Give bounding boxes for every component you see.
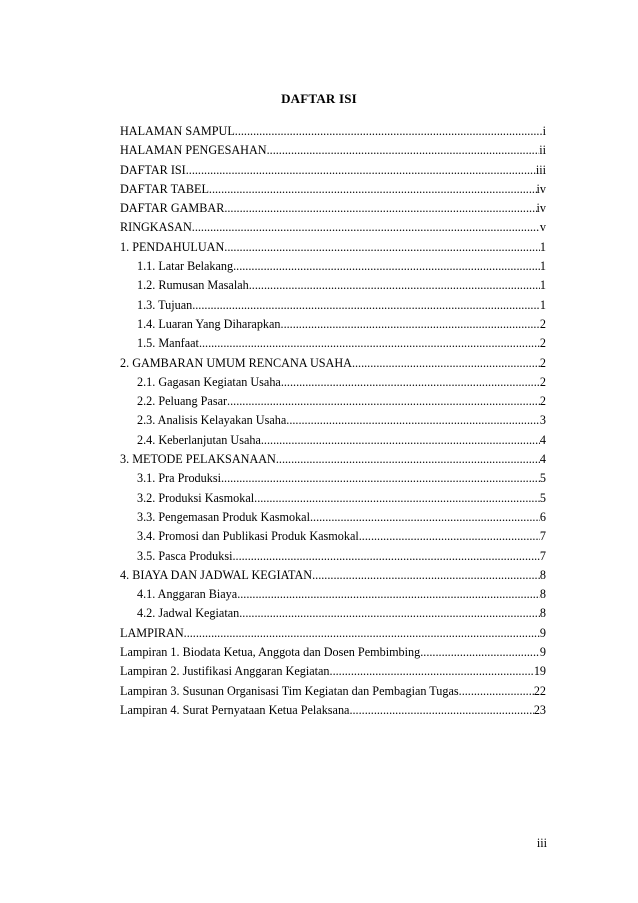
toc-entry-label: Lampiran 3. Susunan Organisasi Tim Kegiatan dan Pembagian Tugas	[120, 683, 459, 698]
toc-entry-label: 2.3. Analisis Kelayakan Usaha	[137, 413, 287, 428]
toc-entry-page: 2	[539, 355, 546, 370]
toc-entry-page: 19	[533, 664, 546, 679]
toc-dot-leader	[349, 701, 533, 720]
toc-dot-leader	[281, 373, 540, 392]
toc-entry	[120, 701, 546, 720]
toc-entry	[120, 450, 546, 469]
toc-entry-label: LAMPIRAN	[120, 625, 184, 640]
toc-entry	[120, 218, 546, 237]
toc-dot-leader	[186, 161, 536, 180]
toc-entry-page: 2	[539, 374, 546, 389]
toc-entry-page: 1	[539, 239, 546, 254]
toc-entry-label: HALAMAN PENGESAHAN	[120, 143, 267, 158]
toc-entry-page: iv	[536, 181, 546, 196]
toc-dot-leader	[420, 643, 540, 662]
toc-entry-label: 1.5. Manfaat	[137, 336, 199, 351]
toc-entry-page: 8	[539, 587, 546, 602]
toc-entry-label: 4.2. Jadwal Kegiatan	[137, 606, 240, 621]
toc-dot-leader	[267, 141, 540, 160]
toc-dot-leader	[312, 566, 540, 585]
toc-entry-label: 2. GAMBARAN UMUM RENCANA USAHA	[120, 355, 352, 370]
toc-entry-page: 4	[539, 432, 546, 447]
toc-dot-leader	[192, 218, 540, 237]
toc-entry-label: 3.1. Pra Produksi	[137, 471, 221, 486]
table-of-contents	[120, 122, 546, 720]
toc-entry	[120, 547, 546, 566]
toc-entry	[120, 373, 546, 392]
toc-entry-label: 4.1. Anggaran Biaya	[137, 587, 238, 602]
toc-entry-page: iv	[536, 201, 546, 216]
toc-entry-page: iii	[535, 162, 546, 177]
toc-entry	[120, 257, 546, 276]
toc-entry-label: 3. METODE PELAKSANAAN	[120, 452, 276, 467]
toc-entry	[120, 566, 546, 585]
toc-dot-leader	[235, 122, 543, 141]
toc-entry-page: 1	[539, 278, 546, 293]
toc-entry-page: 6	[539, 509, 546, 524]
toc-entry-page: 9	[539, 625, 546, 640]
toc-dot-leader	[232, 547, 539, 566]
toc-dot-leader	[459, 682, 534, 701]
toc-entry	[120, 431, 546, 450]
toc-dot-leader	[184, 624, 540, 643]
toc-entry	[120, 315, 546, 334]
toc-dot-leader	[237, 585, 540, 604]
toc-entry-label: HALAMAN SAMPUL	[120, 124, 235, 138]
toc-entry	[120, 662, 546, 681]
toc-entry-page: 1	[539, 259, 546, 274]
toc-entry-page: 5	[539, 471, 546, 486]
toc-dot-leader	[199, 334, 540, 353]
toc-dot-leader	[233, 257, 540, 276]
toc-entry-label: 2.1. Gagasan Kegiatan Usaha	[137, 374, 281, 389]
toc-entry-page: 2	[539, 394, 546, 409]
toc-dot-leader	[286, 411, 540, 430]
toc-entry-label: DAFTAR ISI	[120, 162, 186, 177]
toc-entry	[120, 296, 546, 315]
toc-entry-page: 8	[539, 567, 546, 582]
toc-entry	[120, 199, 546, 218]
toc-entry-label: 4. BIAYA DAN JADWAL KEGIATAN	[120, 567, 313, 582]
toc-entry-label: 1.1. Latar Belakang	[137, 259, 234, 274]
toc-entry	[120, 180, 546, 199]
toc-entry-label: 1.4. Luaran Yang Diharapkan	[137, 316, 281, 331]
toc-entry	[120, 161, 546, 180]
toc-entry-page: v	[539, 220, 546, 235]
toc-entry	[120, 508, 546, 527]
toc-entry-page: 2	[539, 316, 546, 331]
toc-entry-label: 3.4. Promosi dan Publikasi Produk Kasmokal	[137, 529, 359, 544]
page-number: iii	[536, 836, 547, 850]
toc-entry-label: Lampiran 2. Justifikasi Anggaran Kegiatan	[120, 664, 330, 679]
toc-entry-label: 2.2. Peluang Pasar	[137, 394, 228, 409]
toc-entry-label: Lampiran 1. Biodata Ketua, Anggota dan Dosen Pembimbing	[120, 645, 421, 660]
toc-entry-page: 7	[539, 529, 546, 544]
toc-dot-leader	[352, 354, 540, 373]
toc-dot-leader	[239, 604, 540, 623]
toc-entry	[120, 469, 546, 488]
toc-entry-label: RINGKASAN	[120, 220, 192, 235]
toc-entry-label: 2.4. Keberlanjutan Usaha	[137, 432, 261, 447]
toc-entry-page: 22	[533, 683, 546, 698]
toc-entry	[120, 527, 546, 546]
toc-entry	[120, 624, 546, 643]
toc-entry-label: 1. PENDAHULUAN	[120, 239, 225, 254]
toc-entry-page: 4	[539, 452, 546, 467]
toc-entry	[120, 489, 546, 508]
toc-entry-label: Lampiran 4. Surat Pernyataan Ketua Pelaksana	[120, 702, 350, 717]
toc-entry	[120, 141, 546, 160]
toc-entry-page: 8	[539, 606, 546, 621]
toc-entry-label: 3.5. Pasca Produksi	[137, 548, 233, 563]
toc-entry-page: 1	[539, 297, 546, 312]
toc-entry	[120, 643, 546, 662]
toc-dot-leader	[359, 527, 540, 546]
toc-dot-leader	[227, 392, 540, 411]
toc-entry	[120, 585, 546, 604]
toc-entry-page: 9	[539, 645, 546, 660]
page-title: DAFTAR ISI	[281, 91, 357, 106]
toc-dot-leader	[224, 238, 540, 257]
toc-dot-leader	[276, 450, 540, 469]
toc-entry	[120, 604, 546, 623]
toc-entry-page: 23	[533, 702, 546, 717]
toc-dot-leader	[221, 469, 540, 488]
toc-entry	[120, 411, 546, 430]
toc-dot-leader	[254, 489, 540, 508]
toc-entry	[120, 392, 546, 411]
toc-entry	[120, 276, 546, 295]
toc-entry-label: 3.3. Pengemasan Produk Kasmokal	[137, 509, 310, 524]
toc-dot-leader	[281, 315, 540, 334]
toc-entry	[120, 354, 546, 373]
toc-entry	[120, 122, 546, 141]
toc-entry-label: DAFTAR GAMBAR	[120, 201, 225, 216]
toc-dot-leader	[249, 276, 540, 295]
toc-entry-page: 7	[539, 548, 546, 563]
toc-dot-leader	[261, 431, 540, 450]
toc-entry-page: 2	[539, 336, 546, 351]
toc-entry-page: 3	[539, 413, 546, 428]
toc-dot-leader	[330, 662, 534, 681]
toc-entry-label: 3.2. Produksi Kasmokal	[137, 490, 255, 505]
toc-entry	[120, 682, 546, 701]
toc-entry-page: 5	[539, 490, 546, 505]
toc-dot-leader	[192, 296, 540, 315]
toc-dot-leader	[310, 508, 540, 527]
toc-dot-leader	[209, 180, 537, 199]
toc-entry-label: 1.2. Rumusan Masalah	[137, 278, 249, 293]
toc-entry	[120, 334, 546, 353]
toc-dot-leader	[224, 199, 536, 218]
toc-entry	[120, 238, 546, 257]
toc-entry-page: i	[542, 124, 546, 138]
toc-entry-label: DAFTAR TABEL	[120, 181, 209, 196]
toc-entry-page: ii	[539, 143, 546, 158]
toc-entry-label: 1.3. Tujuan	[137, 297, 193, 312]
